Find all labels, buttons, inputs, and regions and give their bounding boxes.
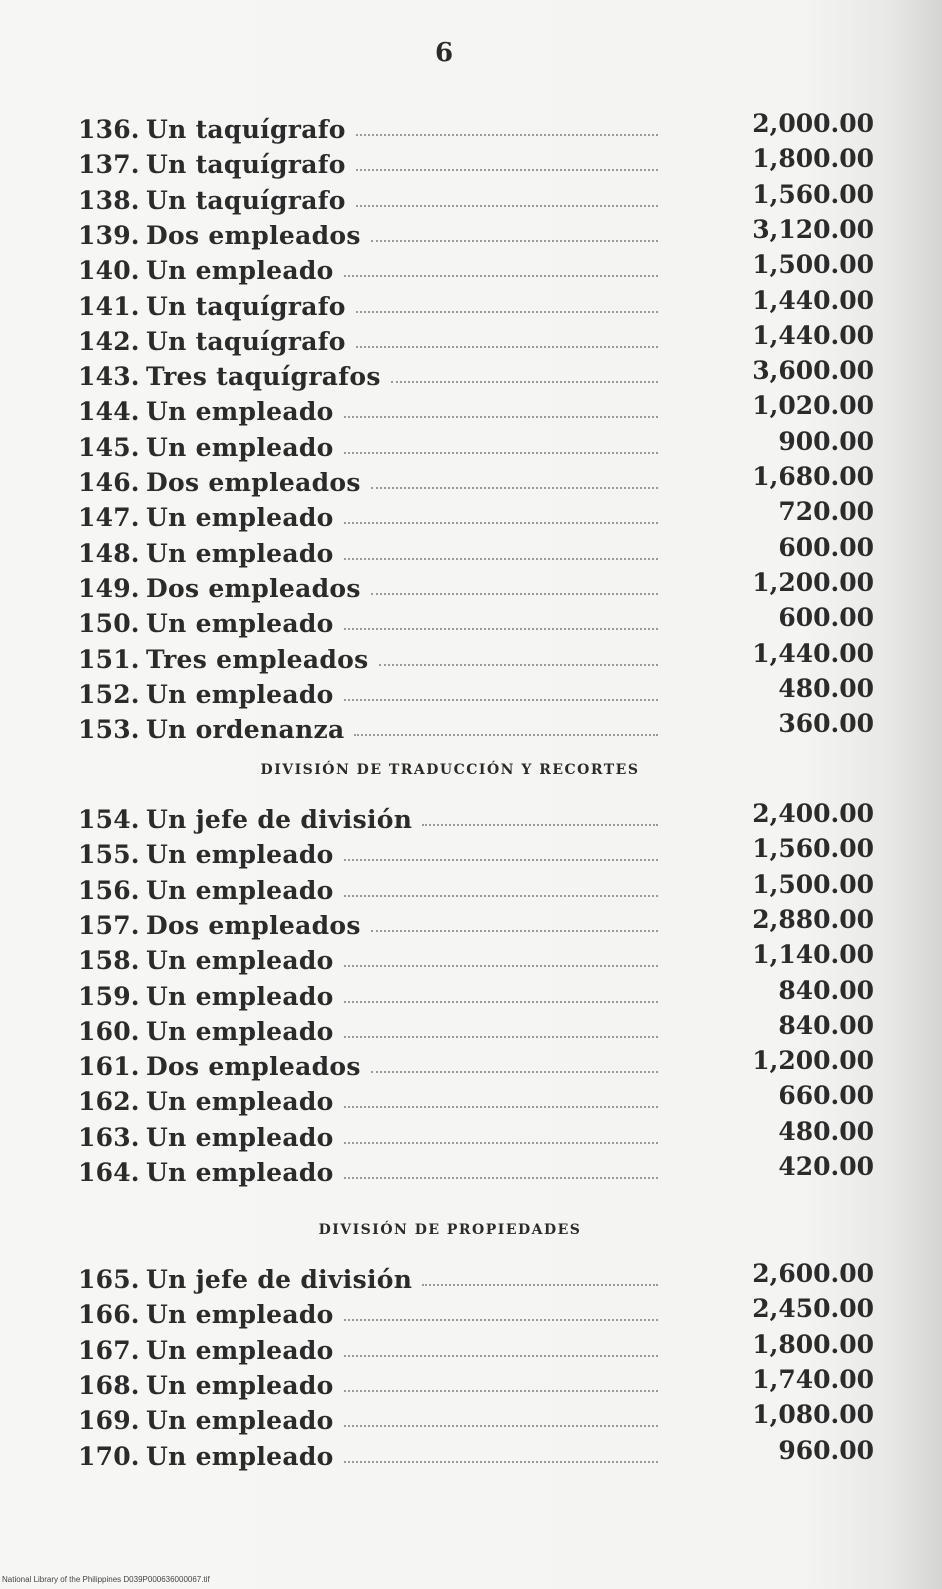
item-description: Un jefe de división bbox=[146, 1265, 413, 1294]
item-amount: 480.00 bbox=[778, 1116, 874, 1146]
dot-leader bbox=[344, 628, 658, 630]
item-amount: 1,440.00 bbox=[752, 320, 874, 350]
item-number: 152. bbox=[78, 679, 140, 709]
item-number: 138. bbox=[78, 185, 140, 215]
item-description: Un empleado bbox=[146, 609, 334, 639]
item-number: 163. bbox=[78, 1122, 140, 1152]
item-amount: 720.00 bbox=[778, 497, 874, 527]
dot-leader bbox=[422, 824, 658, 826]
item-number: 147. bbox=[78, 503, 140, 533]
item-number: 157. bbox=[78, 910, 140, 940]
line-item bbox=[78, 462, 874, 501]
item-amount: 2,000.00 bbox=[752, 109, 874, 138]
item-amount: 600.00 bbox=[778, 603, 874, 633]
item-amount: 2,450.00 bbox=[752, 1294, 874, 1324]
item-description: Dos empleados bbox=[146, 1052, 361, 1082]
item-description: Un jefe de división bbox=[146, 805, 413, 834]
item-amount: 1,200.00 bbox=[752, 1046, 874, 1076]
dot-leader bbox=[344, 1036, 658, 1038]
item-amount: 2,880.00 bbox=[752, 904, 874, 934]
item-amount: 600.00 bbox=[778, 532, 874, 562]
item-description: Un empleado bbox=[146, 679, 334, 709]
item-number: 170. bbox=[78, 1441, 140, 1471]
item-amount: 1,560.00 bbox=[752, 834, 874, 864]
item-number: 153. bbox=[78, 715, 140, 745]
dot-leader bbox=[344, 416, 658, 418]
item-description: Un empleado bbox=[146, 875, 334, 905]
dot-leader bbox=[344, 522, 658, 524]
item-number: 136. bbox=[78, 115, 140, 144]
item-amount: 1,740.00 bbox=[752, 1364, 874, 1394]
item-number: 145. bbox=[78, 432, 140, 462]
dot-leader bbox=[344, 1142, 658, 1144]
item-amount: 1,500.00 bbox=[752, 869, 874, 899]
item-amount: 1,500.00 bbox=[752, 250, 874, 280]
item-number: 141. bbox=[78, 291, 140, 321]
dot-leader bbox=[344, 1355, 658, 1357]
line-item bbox=[78, 567, 874, 607]
item-description: Un empleado bbox=[146, 1087, 334, 1117]
page-number: 6 bbox=[434, 38, 454, 68]
item-amount: 960.00 bbox=[778, 1435, 874, 1465]
item-number: 146. bbox=[78, 468, 140, 497]
item-number: 137. bbox=[78, 150, 140, 180]
dot-leader bbox=[344, 699, 658, 701]
item-description: Un taquígrafo bbox=[146, 150, 346, 180]
item-number: 148. bbox=[78, 538, 140, 568]
item-amount: 1,080.00 bbox=[752, 1400, 874, 1430]
dot-leader bbox=[371, 593, 658, 595]
item-amount: 840.00 bbox=[778, 975, 874, 1005]
item-description: Un empleado bbox=[146, 538, 334, 568]
dot-leader bbox=[371, 930, 658, 932]
line-item bbox=[78, 1116, 874, 1156]
item-amount: 1,560.00 bbox=[752, 179, 874, 209]
item-number: 156. bbox=[78, 875, 140, 905]
item-description: Dos empleados bbox=[146, 468, 361, 497]
item-amount: 3,600.00 bbox=[752, 356, 874, 386]
dot-leader bbox=[344, 1461, 658, 1463]
item-number: 169. bbox=[78, 1406, 140, 1436]
dot-leader bbox=[356, 311, 658, 313]
item-number: 142. bbox=[78, 326, 140, 356]
item-amount: 1,440.00 bbox=[752, 638, 874, 668]
item-description: Tres taquígrafos bbox=[146, 362, 381, 392]
item-number: 165. bbox=[78, 1265, 140, 1294]
dot-leader bbox=[422, 1284, 658, 1286]
dot-leader bbox=[391, 381, 658, 383]
dot-leader bbox=[344, 1319, 658, 1321]
item-description: Un empleado bbox=[146, 840, 334, 870]
item-number: 154. bbox=[78, 805, 140, 834]
item-number: 139. bbox=[78, 220, 140, 250]
item-number: 168. bbox=[78, 1370, 140, 1400]
dot-leader bbox=[356, 169, 658, 171]
dot-leader bbox=[344, 1106, 658, 1108]
item-description: Un empleado bbox=[146, 981, 334, 1011]
item-amount: 660.00 bbox=[778, 1081, 874, 1111]
item-description: Un empleado bbox=[146, 1441, 334, 1471]
item-amount: 3,120.00 bbox=[752, 214, 874, 244]
item-number: 164. bbox=[78, 1158, 140, 1187]
item-description: Un empleado bbox=[146, 1158, 334, 1187]
item-number: 161. bbox=[78, 1052, 140, 1082]
dot-leader bbox=[344, 558, 658, 560]
item-description: Un taquígrafo bbox=[146, 185, 346, 215]
item-description: Dos empleados bbox=[146, 573, 361, 603]
line-item bbox=[78, 975, 874, 1015]
item-description: Un empleado bbox=[146, 1016, 334, 1046]
item-number: 158. bbox=[78, 946, 140, 976]
dot-leader bbox=[356, 134, 658, 136]
item-number: 159. bbox=[78, 981, 140, 1011]
item-amount: 900.00 bbox=[778, 426, 874, 456]
item-amount: 840.00 bbox=[778, 1010, 874, 1040]
item-description: Un empleado bbox=[146, 1335, 334, 1365]
item-description: Un ordenanza bbox=[146, 715, 345, 745]
dot-leader bbox=[379, 664, 658, 666]
line-item bbox=[78, 673, 874, 713]
item-amount: 1,680.00 bbox=[752, 462, 874, 491]
item-amount: 1,020.00 bbox=[752, 391, 874, 421]
item-description: Un empleado bbox=[146, 397, 334, 427]
item-amount: 1,440.00 bbox=[752, 285, 874, 315]
line-item bbox=[78, 940, 874, 979]
item-number: 166. bbox=[78, 1300, 140, 1330]
item-description: Un taquígrafo bbox=[146, 326, 346, 356]
line-item bbox=[78, 709, 874, 748]
item-description: Un empleado bbox=[146, 503, 334, 533]
dot-leader bbox=[371, 240, 658, 242]
dot-leader bbox=[344, 895, 658, 897]
item-description: Un empleado bbox=[146, 432, 334, 462]
item-description: Un empleado bbox=[146, 1406, 334, 1436]
dot-leader bbox=[344, 275, 658, 277]
dot-leader bbox=[356, 205, 658, 207]
item-description: Tres empleados bbox=[146, 644, 369, 674]
line-item bbox=[78, 1152, 874, 1191]
item-description: Un empleado bbox=[146, 946, 334, 976]
item-description: Dos empleados bbox=[146, 910, 361, 940]
dot-leader bbox=[344, 452, 658, 454]
dot-leader bbox=[356, 346, 658, 348]
item-number: 140. bbox=[78, 256, 140, 286]
item-number: 150. bbox=[78, 609, 140, 639]
item-amount: 2,400.00 bbox=[752, 799, 874, 828]
item-description: Un empleado bbox=[146, 1300, 334, 1330]
item-description: Un empleado bbox=[146, 1122, 334, 1152]
item-amount: 480.00 bbox=[778, 673, 874, 703]
section-heading: DIVISIÓN DE PROPIEDADES bbox=[318, 1222, 582, 1238]
item-amount: 1,200.00 bbox=[752, 567, 874, 597]
dot-leader bbox=[344, 1425, 658, 1427]
item-description: Un taquígrafo bbox=[146, 291, 346, 321]
item-description: Un empleado bbox=[146, 1370, 334, 1400]
dot-leader bbox=[371, 1071, 658, 1073]
item-number: 151. bbox=[78, 644, 140, 674]
line-item bbox=[78, 1081, 874, 1120]
line-item bbox=[78, 638, 874, 678]
dot-leader bbox=[344, 859, 658, 861]
dot-leader bbox=[344, 1001, 658, 1003]
item-amount: 420.00 bbox=[778, 1152, 874, 1181]
line-item bbox=[78, 1400, 874, 1439]
line-item bbox=[78, 1435, 874, 1475]
item-number: 162. bbox=[78, 1087, 140, 1117]
dot-leader bbox=[354, 734, 658, 736]
item-description: Un empleado bbox=[146, 256, 334, 286]
item-amount: 2,600.00 bbox=[752, 1259, 874, 1288]
section-heading: DIVISIÓN DE TRADUCCIÓN Y RECORTES bbox=[260, 762, 640, 778]
dot-leader bbox=[344, 965, 658, 967]
line-item bbox=[78, 1046, 874, 1085]
line-item bbox=[78, 497, 874, 536]
item-amount: 1,140.00 bbox=[752, 940, 874, 970]
item-number: 144. bbox=[78, 397, 140, 427]
item-amount: 1,800.00 bbox=[752, 1329, 874, 1359]
item-description: Un taquígrafo bbox=[146, 115, 346, 144]
item-number: 149. bbox=[78, 573, 140, 603]
item-number: 167. bbox=[78, 1335, 140, 1365]
item-number: 160. bbox=[78, 1016, 140, 1046]
dot-leader bbox=[371, 487, 658, 489]
item-number: 155. bbox=[78, 840, 140, 870]
item-description: Dos empleados bbox=[146, 220, 361, 250]
line-item bbox=[78, 391, 874, 430]
dot-leader bbox=[344, 1390, 658, 1392]
dot-leader bbox=[344, 1177, 658, 1179]
item-amount: 360.00 bbox=[778, 709, 874, 739]
footer-note: National Library of the Philippines D039P000636000067.tif bbox=[2, 1575, 210, 1584]
item-amount: 1,800.00 bbox=[752, 144, 874, 174]
item-number: 143. bbox=[78, 362, 140, 392]
